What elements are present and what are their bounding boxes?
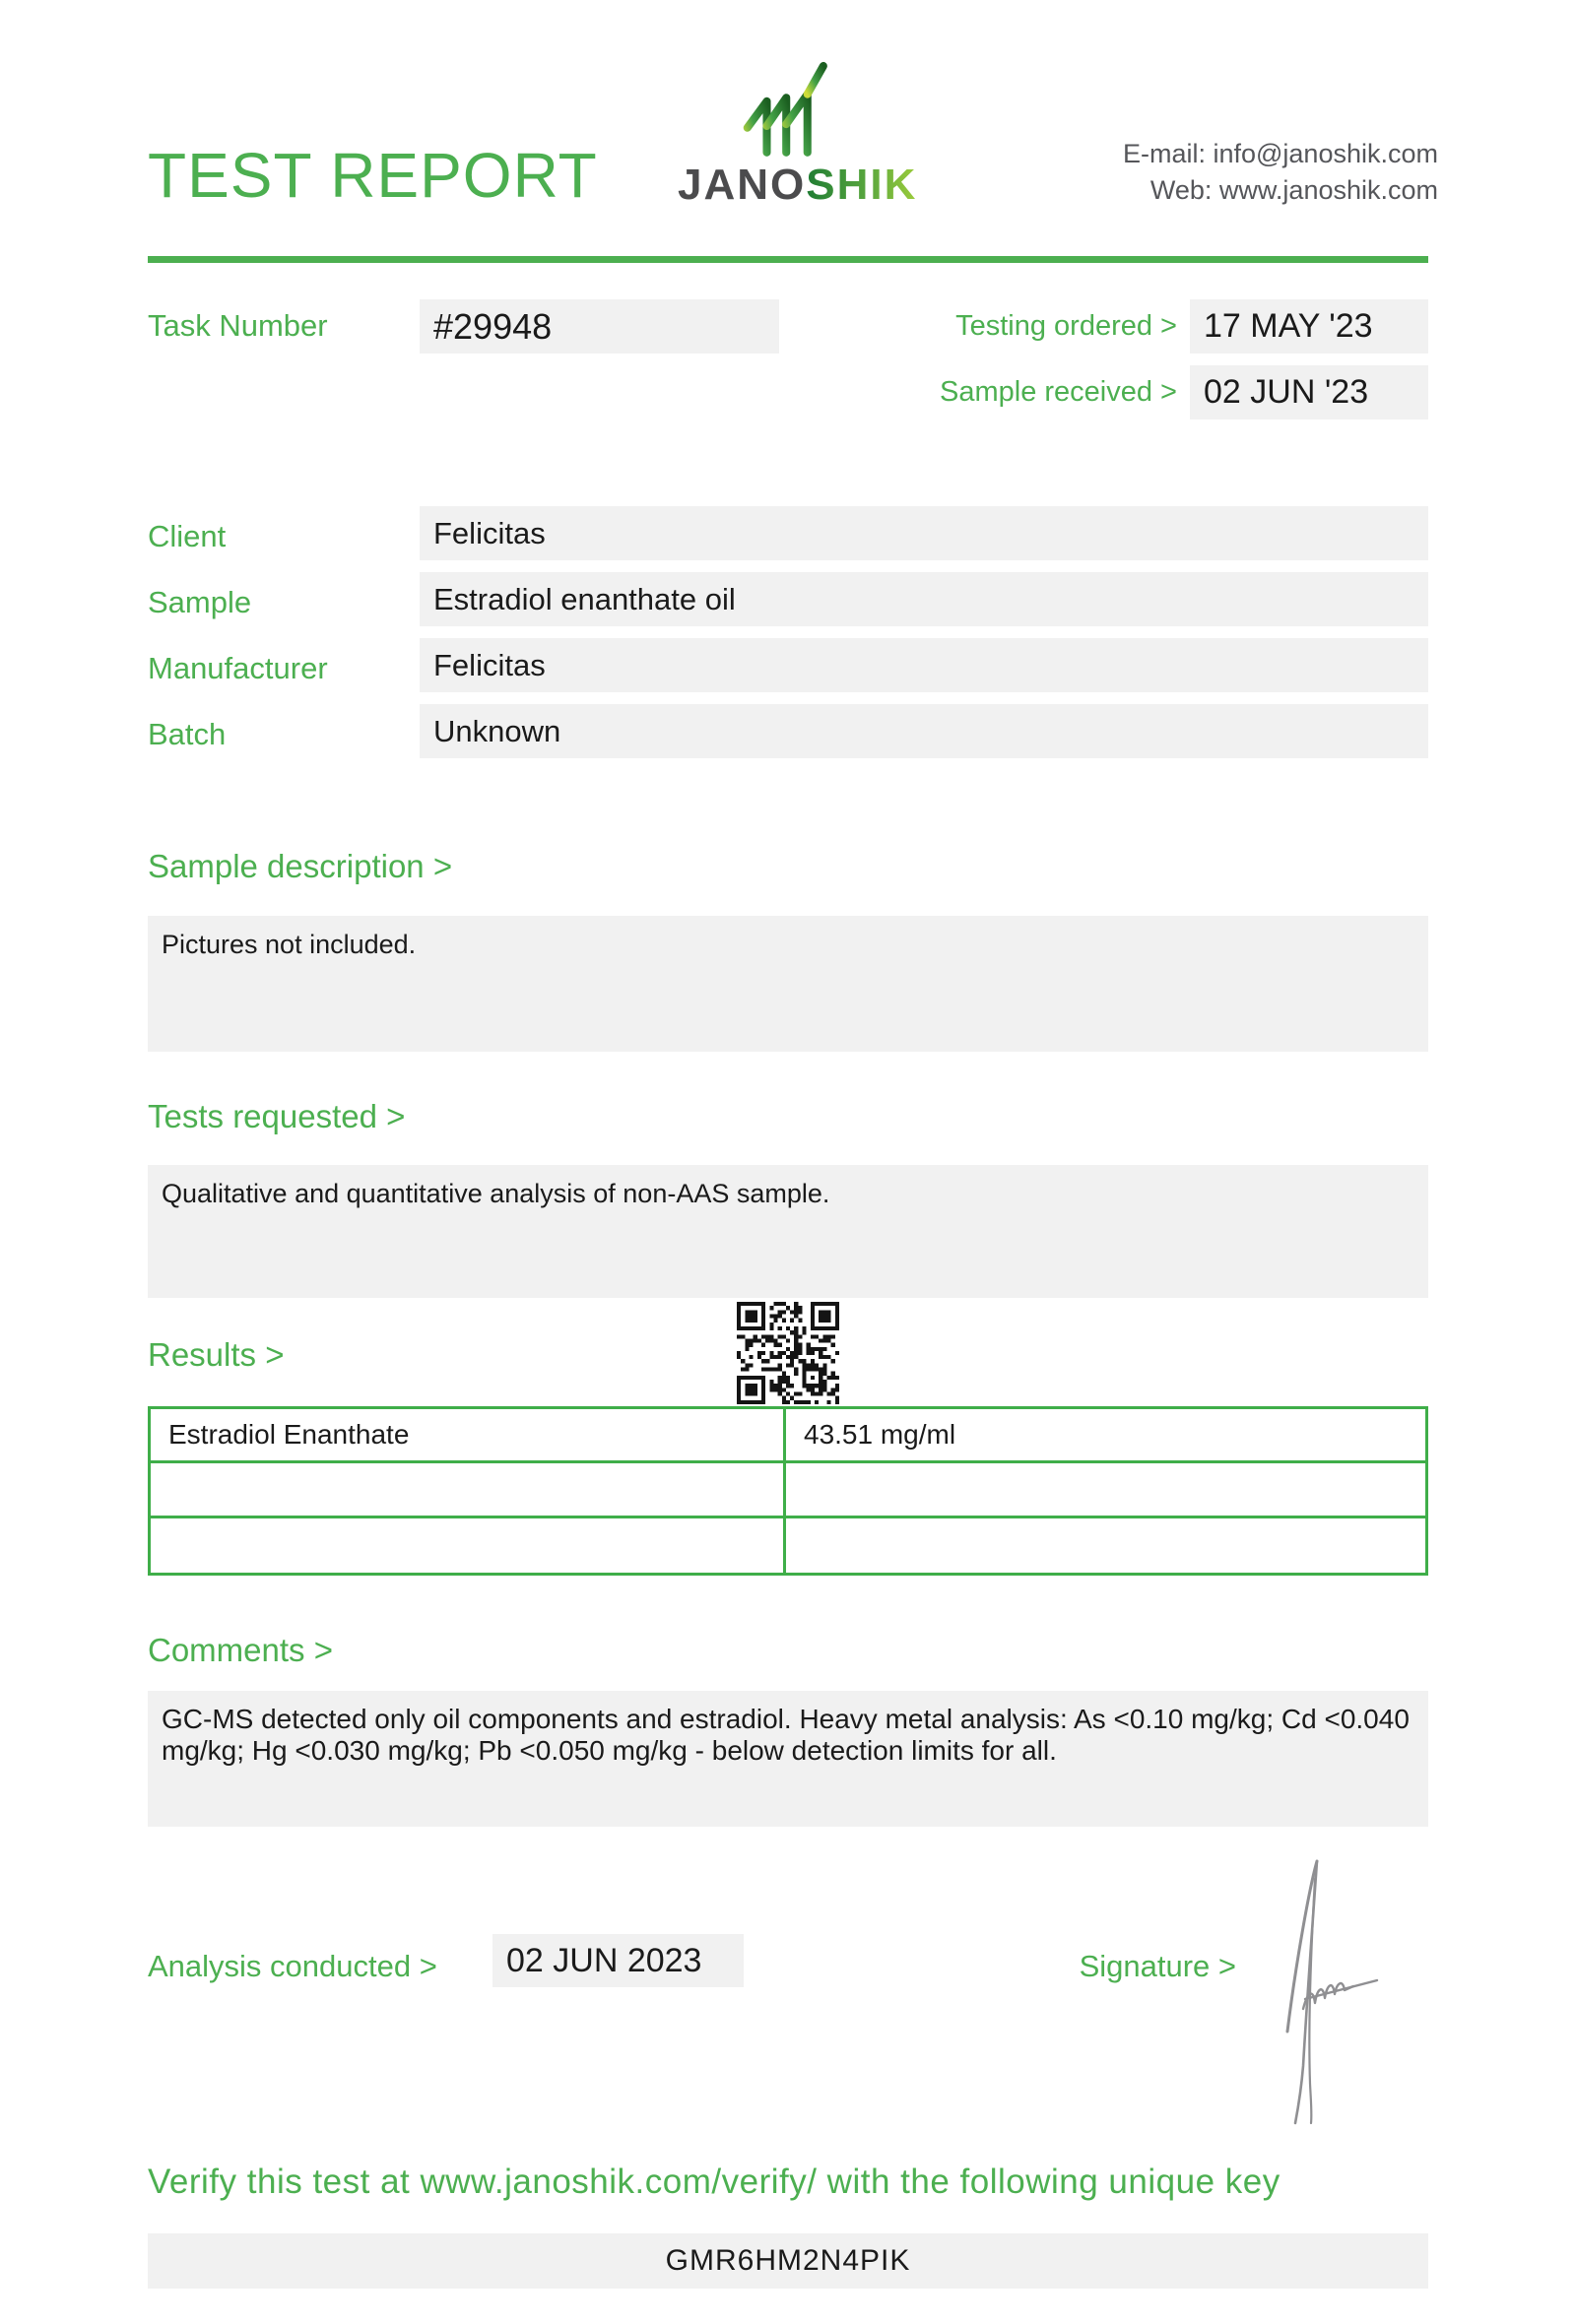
contact-email: E-mail: info@janoshik.com [1122, 139, 1438, 168]
results-cell-empty [151, 1518, 786, 1573]
sample-text: Estradiol enanthate oil [433, 581, 736, 616]
results-cell-empty [151, 1463, 786, 1517]
qr-code [737, 1302, 839, 1404]
trend-chart-icon [733, 57, 843, 160]
results-table [148, 1406, 1428, 1576]
result-analyte-text: Estradiol Enanthate [168, 1419, 410, 1451]
sample-label: Sample [148, 585, 252, 619]
testing-ordered-date: 17 MAY '23 [1204, 307, 1373, 345]
unique-key-text: GMR6HM2N4PIK [665, 2244, 911, 2277]
signature-label: Signature > [1079, 1949, 1236, 1983]
analysis-conducted-label: Analysis conducted > [148, 1949, 437, 1983]
sample-value [420, 572, 1428, 626]
janoshik-logo [678, 57, 918, 209]
task-number-value [420, 299, 779, 354]
sample-description-text: Pictures not included. [162, 930, 417, 959]
results-cell-analyte [151, 1409, 786, 1463]
client-value [420, 506, 1428, 560]
manufacturer-label: Manufacturer [148, 651, 328, 685]
handwritten-signature [1266, 1849, 1394, 2127]
results-cell-empty [786, 1518, 1425, 1573]
testing-ordered-value [1190, 299, 1428, 354]
unique-key-box [148, 2233, 1428, 2289]
comments-heading: Comments > [148, 1632, 333, 1668]
comments-text: GC-MS detected only oil components and estradiol. Heavy metal analysis: As <0.10 mg/kg; Cd <0.040 mg/kg; Hg <0.030 mg/kg; Pb <0.050 mg/kg - below detection limits for all. [162, 1704, 1410, 1767]
results-cell-empty [786, 1463, 1425, 1517]
task-number-label: Task Number [148, 308, 328, 343]
batch-value [420, 704, 1428, 758]
manufacturer-text: Felicitas [433, 647, 546, 682]
testing-ordered-label: Testing ordered > [955, 310, 1177, 342]
results-cell-value [786, 1409, 1425, 1463]
tests-requested-box [148, 1165, 1428, 1298]
logo-text-jano: JANO [678, 161, 807, 209]
tests-requested-text: Qualitative and quantitative analysis of non-AAS sample. [162, 1179, 830, 1208]
sample-description-box [148, 916, 1428, 1052]
sample-description-heading: Sample description > [148, 848, 453, 884]
result-value-text: 43.51 mg/ml [804, 1419, 956, 1451]
comments-box [148, 1691, 1428, 1827]
tests-requested-heading: Tests requested > [148, 1098, 406, 1134]
verify-instruction: Verify this test at www.janoshik.com/verify/ with the following unique key [148, 2163, 1280, 2201]
page-title: TEST REPORT [148, 140, 598, 211]
manufacturer-value [420, 638, 1428, 692]
batch-label: Batch [148, 717, 227, 751]
sample-received-label: Sample received > [940, 376, 1177, 408]
task-number-text: #29948 [433, 305, 553, 347]
logo-wordmark [678, 161, 918, 209]
analysis-date-text: 02 JUN 2023 [506, 1941, 702, 1979]
contact-info [995, 136, 1438, 209]
client-label: Client [148, 519, 227, 553]
sample-received-value [1190, 365, 1428, 420]
contact-web: Web: www.janoshik.com [1149, 175, 1438, 205]
header-divider [148, 256, 1428, 263]
batch-text: Unknown [433, 713, 561, 748]
sample-received-date: 02 JUN '23 [1204, 373, 1369, 411]
logo-text-shik: SHIK [806, 161, 918, 209]
results-heading: Results > [148, 1336, 285, 1373]
client-text: Felicitas [433, 515, 546, 550]
analysis-date-value [492, 1934, 744, 1987]
